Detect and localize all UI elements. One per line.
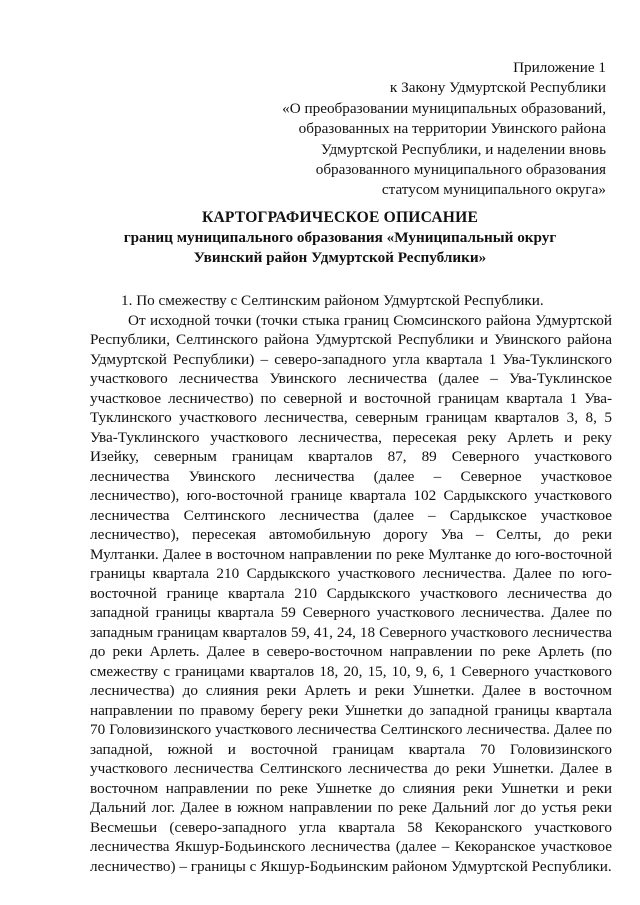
document-title: [80, 208, 600, 268]
title-subtitle-line-2: Увинский район Удмуртской Республики»: [193, 249, 487, 266]
document-body: [90, 291, 612, 876]
title-subtitle-line-1: границ муниципального образования «Муниципальный округ: [123, 229, 557, 246]
appendix-line: Удмуртской Республики, и наделении вновь: [320, 140, 606, 158]
appendix-line: «О преобразовании муниципальных образований,: [282, 99, 606, 117]
appendix-line: Приложение 1: [513, 59, 606, 76]
appendix-line: образованного муниципального образования: [315, 161, 606, 179]
appendix-line: к Закону Удмуртской Республики: [389, 79, 606, 97]
appendix-line: образованных на территории Увинского района: [298, 120, 606, 138]
section-paragraph: От исходной точки (точки стыка границ Сюмсинского района Удмуртской Республики, Селтинского района Удмуртской Республики и Увинского района Удмуртской Республики) – северо-западного угла квартала 1 Ува-Туклинского участкового лесничества Увинского лесничества (далее – Ува-Туклинское участковое лесничество) по северной и восточной границам квартала 1 Ува-Туклинского участкового лесничества, северным границам кварталов 3, 8, 5 Ува-Туклинского участкового лесничества, пересекая реку Арлеть и реку Изейку, северным границам кварталов 87, 89 Северного участкового лесничества Увинского лесничества (далее – Северное участковое лесничество), юго-восточной границе квартала 102 Сардыкского участкового лесничества Селтинского лесничества (далее – Сардыкское участковое лесничество), пересекая автомобильную дорогу Ува – Селты, до реки Мултанки. Далее в восточном направлении по реке Мултанке до юго-восточной границы квартала 210 Сардыкского участкового лесничества. Далее по юго-восточной границе квартала 210 Сардыкского участкового лесничества до западной границы квартала 59 Северного участкового лесничества. Далее по западным границам кварталов 59, 41, 24, 18 Северного участкового лесничества до реки Арлеть. Далее в северо-восточном направлении по реке Арлеть (по смежеству с границами кварталов 18, 20, 15, 10, 9, 6, 1 Северного участкового лесничества) до слияния реки Арлеть и реки Ушнетки. Далее в восточном направлении по правому берегу реки Ушнетки до западной границы квартала 70 Головизинского участкового лесничества Селтинского лесничества. Далее по западной, южной и восточной границам квартала 70 Головизинского участкового лесничества Селтинского лесничества до реки Ушнетки. Далее в восточном направлении по реке Ушнетке до слияния реки Ушнетки и реки Дальний лог. Далее в южном направлении по реке Дальний лог до устья реки Весмешьи (северо-западного угла квартала 58 Кекоранского участкового лесничества Якшур-Бодьинского лесничества (далее – Кекоранское участковое лесничество) – границы с Якшур-Бодьинским районом Удмуртской Республики.: [90, 311, 612, 875]
appendix-header: [246, 58, 606, 201]
title-main: КАРТОГРАФИЧЕСКОЕ ОПИСАНИЕ: [201, 209, 479, 226]
appendix-line: статусом муниципального округа»: [381, 181, 606, 199]
section-heading: 1. По смежеству с Селтинским районом Удмуртской Республики.: [121, 292, 544, 309]
